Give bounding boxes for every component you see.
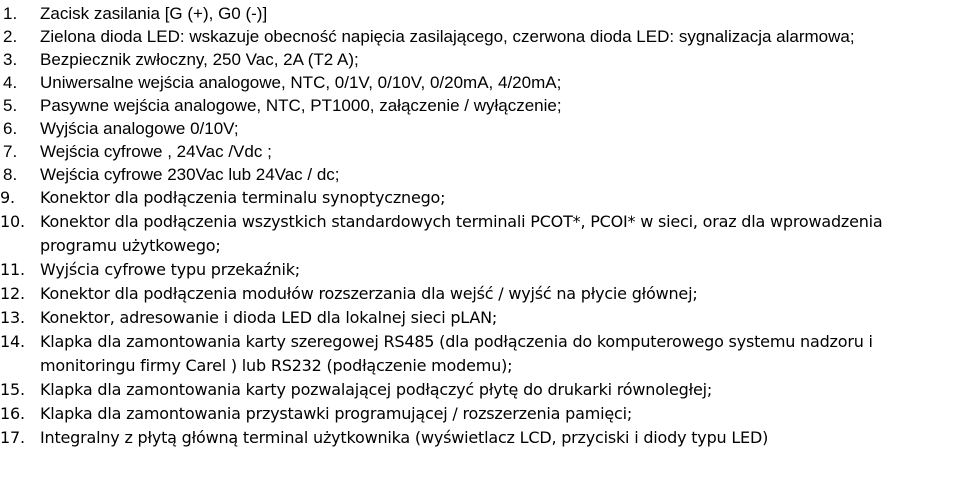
item-text: Integralny z płytą główną terminal użytkownika (wyświetlacz LCD, przyciski i diody typu LED) bbox=[40, 428, 769, 447]
item-text: Pasywne wejścia analogowe, NTC, PT1000, załączenie / wyłączenie; bbox=[40, 96, 562, 115]
item-number: 3. bbox=[3, 50, 18, 69]
item-text: Bezpiecznik zwłoczny, 250 Vac, 2A (T2 A); bbox=[40, 50, 359, 69]
item-number: 17. bbox=[0, 428, 25, 447]
item-number: 6. bbox=[3, 119, 18, 138]
item-number: 13. bbox=[0, 308, 25, 327]
item-text: Zacisk zasilania [G (+), G0 (-)] bbox=[40, 4, 268, 23]
item-text: Konektor dla podłączenia modułów rozszerzania dla wejść / wyjść na płycie głównej; bbox=[40, 284, 698, 303]
list-item bbox=[0, 163, 960, 186]
list-item bbox=[0, 117, 960, 140]
item-number: 5. bbox=[3, 96, 18, 115]
list-item bbox=[0, 48, 960, 71]
item-number: 8. bbox=[3, 165, 18, 184]
list-item bbox=[0, 330, 960, 378]
list-item bbox=[0, 378, 960, 402]
item-text: Konektor dla podłączenia terminalu synoptycznego; bbox=[40, 188, 446, 207]
item-text: Konektor dla podłączenia wszystkich standardowych terminali PCOT*, PCOI* w sieci, oraz dla wprowadzenia programu użytkowego; bbox=[40, 212, 883, 255]
item-number: 10. bbox=[0, 212, 25, 231]
item-text: Wejścia cyfrowe 230Vac lub 24Vac / dc; bbox=[40, 165, 340, 184]
list-item bbox=[0, 258, 960, 282]
item-number: 4. bbox=[3, 73, 18, 92]
item-text: Zielona dioda LED: wskazuje obecność napięcia zasilającego, czerwona dioda LED: sygnalizacja alarmowa; bbox=[40, 27, 855, 46]
list-item bbox=[0, 140, 960, 163]
item-text: Klapka dla zamontowania przystawki programującej / rozszerzenia pamięci; bbox=[40, 404, 633, 423]
item-number: 7. bbox=[3, 142, 18, 161]
item-number: 1. bbox=[3, 4, 18, 23]
item-text: Wyjścia cyfrowe typu przekaźnik; bbox=[40, 260, 300, 279]
item-number: 12. bbox=[0, 284, 25, 303]
numbered-list bbox=[0, 2, 960, 450]
list-item bbox=[0, 306, 960, 330]
item-number: 11. bbox=[0, 260, 25, 279]
item-number: 15. bbox=[0, 380, 25, 399]
list-item bbox=[0, 25, 960, 48]
list-item bbox=[0, 210, 960, 258]
item-text: Klapka dla zamontowania karty pozwalającej podłączyć płytę do drukarki równoległej; bbox=[40, 380, 713, 399]
item-text: Klapka dla zamontowania karty szeregowej RS485 (dla podłączenia do komputerowego systemu nadzoru i monitoringu firmy Carel ) lub RS232 (podłączenie modemu); bbox=[40, 332, 873, 375]
list-item bbox=[0, 2, 960, 25]
list-item bbox=[0, 282, 960, 306]
list-item bbox=[0, 426, 960, 450]
list-item bbox=[0, 402, 960, 426]
item-text: Wejścia cyfrowe , 24Vac /Vdc ; bbox=[40, 142, 272, 161]
item-number: 16. bbox=[0, 404, 25, 423]
item-text: Konektor, adresowanie i dioda LED dla lokalnej sieci pLAN; bbox=[40, 308, 498, 327]
item-text: Uniwersalne wejścia analogowe, NTC, 0/1V, 0/10V, 0/20mA, 4/20mA; bbox=[40, 73, 562, 92]
item-number: 14. bbox=[0, 332, 25, 351]
list-item bbox=[0, 94, 960, 117]
item-text: Wyjścia analogowe 0/10V; bbox=[40, 119, 239, 138]
item-number: 2. bbox=[3, 27, 18, 46]
item-number: 9. bbox=[0, 188, 15, 207]
list-item bbox=[0, 71, 960, 94]
list-item bbox=[0, 186, 960, 210]
